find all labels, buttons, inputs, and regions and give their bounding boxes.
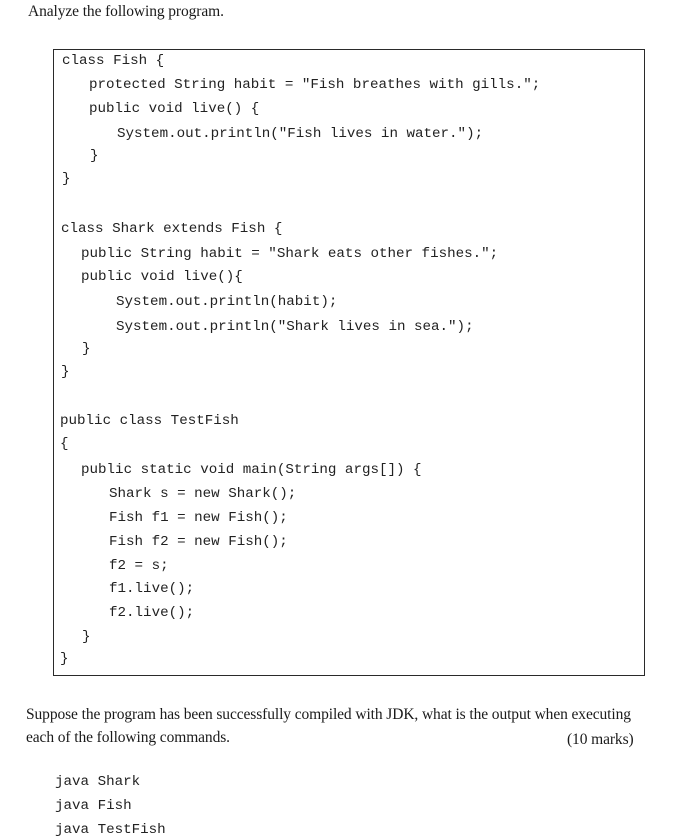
code-line: System.out.println("Fish lives in water."); — [117, 126, 484, 142]
question-line: each of the following commands. — [26, 729, 230, 746]
command-line: java Shark — [55, 774, 141, 790]
code-line: public void live(){ — [81, 269, 243, 285]
code-line: System.out.println(habit); — [116, 294, 338, 310]
code-line: } — [90, 148, 99, 164]
code-line: } — [60, 651, 69, 667]
code-line: protected String habit = "Fish breathes with gills."; — [89, 77, 541, 93]
code-line: Fish f1 = new Fish(); — [109, 510, 288, 526]
code-line: public class TestFish — [60, 413, 239, 429]
command-line: java TestFish — [55, 822, 166, 838]
code-line: public void live() { — [89, 101, 260, 117]
code-line: Fish f2 = new Fish(); — [109, 534, 288, 550]
code-line: public static void main(String args[]) { — [81, 462, 422, 478]
code-line: f2 = s; — [109, 558, 169, 574]
code-line: public String habit = "Shark eats other fishes."; — [81, 246, 499, 262]
code-line: Shark s = new Shark(); — [109, 486, 297, 502]
code-line: f1.live(); — [109, 581, 195, 597]
code-line: } — [82, 341, 91, 357]
code-line: } — [61, 364, 70, 380]
code-line: { — [60, 436, 69, 452]
command-line: java Fish — [55, 798, 132, 814]
code-line: f2.live(); — [109, 605, 195, 621]
code-line: System.out.println("Shark lives in sea."); — [116, 319, 474, 335]
code-listing — [53, 49, 645, 676]
marks-label: (10 marks) — [567, 731, 634, 748]
code-line: } — [82, 629, 91, 645]
code-line: class Shark extends Fish { — [61, 221, 283, 237]
question-line: Suppose the program has been successfully compiled with JDK, what is the output when executing — [26, 706, 631, 723]
question-text — [26, 703, 646, 749]
intro-text: Analyze the following program. — [28, 3, 224, 20]
code-line: } — [62, 171, 71, 187]
code-line: class Fish { — [62, 53, 165, 69]
